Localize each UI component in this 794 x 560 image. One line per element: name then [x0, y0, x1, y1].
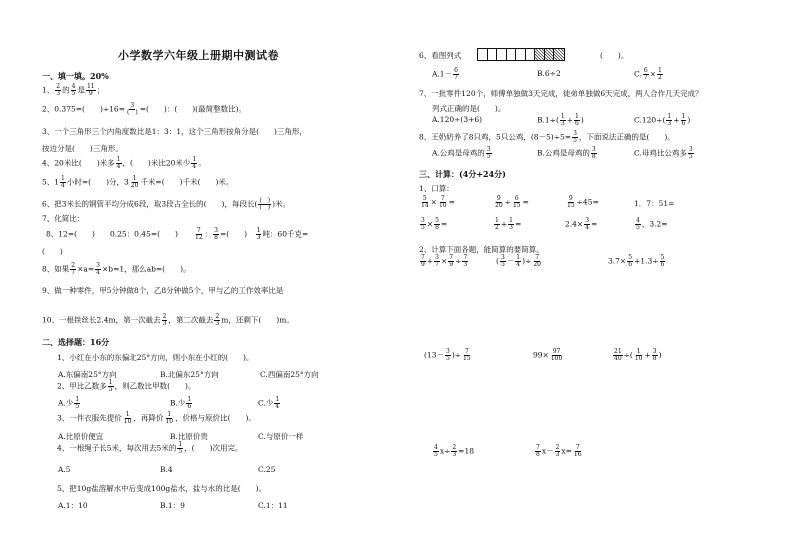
- bar-cell: [526, 49, 536, 60]
- r-q6-b: B.6÷2: [537, 69, 561, 78]
- choice-2-b: B.少 $\frac{1}{6}$: [170, 396, 192, 410]
- section-calculation: 三、计算：(4分+24分): [419, 169, 506, 179]
- choice-4-a: A.5: [58, 465, 71, 474]
- choice-2-c: C.少 $\frac{1}{4}$: [258, 396, 280, 410]
- section-choice: 二、选择题：16分: [42, 337, 110, 347]
- choice-4: 4、一根绳子长5米，每次用去5米的 $\frac{1}{5}$ ，( )次用完。: [57, 441, 243, 455]
- choice-4-b: B.4: [160, 465, 173, 474]
- equation-1: $\frac{4}{5}$ x÷ $\frac{2}{3}$ =18: [434, 444, 474, 458]
- bar-cell: [497, 49, 507, 60]
- choice-3-c: C.与原价一样: [258, 432, 304, 441]
- section-fill-in: 一、填一填。20%: [42, 71, 109, 81]
- question-5: 5、1 $\frac{1}{4}$ 小时=( )分，3 $\frac{1}{20}$ 千米=( )千米( )米。: [42, 175, 234, 189]
- choice-1-b: B.北偏东25°方向: [160, 370, 219, 379]
- bar-cell: [516, 49, 526, 60]
- r-q7-c: C.120÷( $\frac{1}{3}$ + $\frac{1}{6}$ ): [634, 113, 691, 127]
- r-question-8: 8、王奶奶养了8只鸡，5只公鸡，(8－5)÷5= $\frac{3}{5}$ ，下面说法正确的是( )。: [419, 130, 675, 144]
- r-q8-a: A.公鸡是母鸡的 $\frac{3}{5}$: [432, 146, 491, 160]
- choice-2: 2、甲比乙数多 $\frac{1}{5}$ ，则乙数比甲数( )。: [57, 379, 196, 393]
- choice-5-b: B.1：9: [160, 501, 185, 510]
- r-q6-c: C. $\frac{6}{7}$ × $\frac{1}{2}$: [634, 67, 662, 81]
- question-2: 2、0.375=( )÷16= $\frac{3}{( )}$ =( )：( )(最简整数比)。: [42, 102, 247, 116]
- question-10: 10、一根铁丝长2.4m，第一次截去 $\frac{2}{3}$ ，第二次截去 $\frac{2}{3}$ m，还剩下( )m。: [42, 313, 294, 327]
- choice-1-c: C.西偏南25°方向: [260, 370, 319, 379]
- question-1: 1、 $\frac{2}{3}$ 的 $\frac{4}{5}$ 是 $\frac{11}{9}$ ；: [42, 83, 105, 97]
- r-question-7: 7、一批零件120个，师傅单独做3天完成，徒弟单独做6天完成，两人合作几天完成？: [419, 89, 703, 98]
- bar-cell: [545, 49, 555, 60]
- oral-calc-2: $\frac{9}{20}$ ÷ $\frac{6}{15}$ =: [495, 195, 529, 209]
- bar-cell: [507, 49, 517, 60]
- choice-3-b: B.比原价贵: [170, 432, 208, 441]
- bar-cell: [488, 49, 498, 60]
- bar-cell: [535, 49, 545, 60]
- compute-6: $\frac{21}{40}$ ÷( $\frac{1}{10}$ + $\frac{3}{8}$ ): [614, 348, 662, 362]
- oral-calc-5: $\frac{3}{5}$ × $\frac{5}{8}$ =: [421, 217, 448, 231]
- compute-heading: 2、计算下面各题，能简算的要简算。: [419, 245, 544, 254]
- choice-3-a: A.比原价便宜: [58, 432, 104, 441]
- question-7-items: 8、12=( ) 0.25：0.45=( ) $\frac{7}{12}$ ： $\frac{3}{8}$ =( ) $\frac{1}{3}$ 吨：60千克=: [46, 227, 309, 241]
- question-7: 7、化简比：: [42, 214, 85, 223]
- question-7-blank: ( ): [42, 247, 63, 256]
- r-question-6: 6、看图列式: [419, 51, 462, 60]
- r-q6-a: A.1－ $\frac{6}{7}$: [432, 67, 458, 81]
- choice-5: 5、把10g盐溶解水中后变成100g盐水，盐与水的比是( )。: [57, 484, 267, 493]
- fraction-bar-diagram: [477, 48, 565, 61]
- compute-4: (13－ $\frac{3}{5}$ )÷ $\frac{7}{15}$: [424, 348, 471, 362]
- oral-calc-6: $\frac{1}{2}$ + $\frac{1}{3}$ =: [495, 217, 522, 231]
- choice-5-a: A.1：10: [58, 501, 88, 510]
- oral-calc-heading: 1、口算：: [419, 184, 454, 193]
- bar-cell: [478, 49, 488, 60]
- compute-3: 3.7× $\frac{5}{6}$ +1.3÷ $\frac{5}{6}$: [608, 254, 665, 268]
- r-q8-b: B.公鸡是母鸡的 $\frac{3}{8}$: [537, 146, 596, 160]
- choice-1: 1、小红在小东的东偏北25°方向，则小东在小红的( )。: [57, 353, 254, 362]
- r-q7-b: B.1÷( $\frac{1}{3}$ + $\frac{1}{6}$ ): [537, 113, 584, 127]
- oral-calc-1: $\frac{5}{14}$ × $\frac{7}{10}$ =: [421, 195, 455, 209]
- question-6: 6、把3米长的钢管平均分成6段，取3段占全长的( )，每段长( $\frac{( )}{( )}$ )米。: [42, 197, 290, 211]
- bar-cell: [554, 49, 564, 60]
- oral-calc-4: 1．7：51=: [634, 199, 675, 208]
- choice-2-a: A.少 $\frac{1}{5}$: [58, 396, 80, 410]
- question-9: 9、做一种零件，甲5分钟做8个，乙8分钟做5个，甲与乙的工作效率比是: [42, 286, 284, 295]
- choice-1-a: A.东偏南25°方向: [58, 370, 117, 379]
- equation-2: $\frac{7}{8}$ x－ $\frac{2}{3}$ x= $\frac{7}{16}$: [536, 444, 582, 458]
- choice-5-c: C.1：11: [258, 501, 288, 510]
- question-4: 4、20米比( )米多 $\frac{1}{4}$ ，( )米比20米少 $\frac{1}{4}$ 。: [42, 156, 206, 170]
- question-3: 3、一个三角形三个内角度数比是1：3：1，这个三角形按角分是( )三角形，: [42, 127, 307, 136]
- r-q7-a: A.120÷(3+6): [432, 115, 483, 124]
- question-8: 8、如果 $\frac{2}{7}$ ×a= $\frac{3}{4}$ ×b=1，那么ab=( )。: [42, 262, 191, 276]
- oral-calc-3: $\frac{9}{15}$ ÷45=: [567, 195, 599, 209]
- oral-calc-7: 2.4× $\frac{3}{4}$ =: [565, 217, 598, 231]
- compute-5: 99× $\frac{97}{100}$: [533, 348, 563, 362]
- page-title: 小学数学六年级上册期中测试卷: [118, 49, 279, 62]
- choice-4-c: C.25: [258, 465, 276, 474]
- question-3-cont: 按边分是( )三角形。: [42, 144, 123, 153]
- oral-calc-8: $\frac{4}{5}$ ，3.2=: [636, 217, 668, 231]
- compute-1: $\frac{7}{9}$ + $\frac{3}{7}$ × $\frac{7}{9}$ ÷ $\frac{7}{3}$: [421, 254, 468, 268]
- r-question-7-b: 列式正确的是( )。: [432, 104, 506, 113]
- r-q8-c: C.母鸡比公鸡多 $\frac{3}{5}$: [634, 146, 693, 160]
- compute-2: ( $\frac{3}{5}$ － $\frac{1}{4}$ )÷ $\frac{7}{20}$: [496, 254, 541, 268]
- choice-3: 3、一件衣服先提价 $\frac{1}{10}$ ，再降价 $\frac{1}{10}$ ，价格与原价比( )。: [57, 411, 256, 425]
- r-question-6-blank: ( )。: [600, 51, 629, 60]
